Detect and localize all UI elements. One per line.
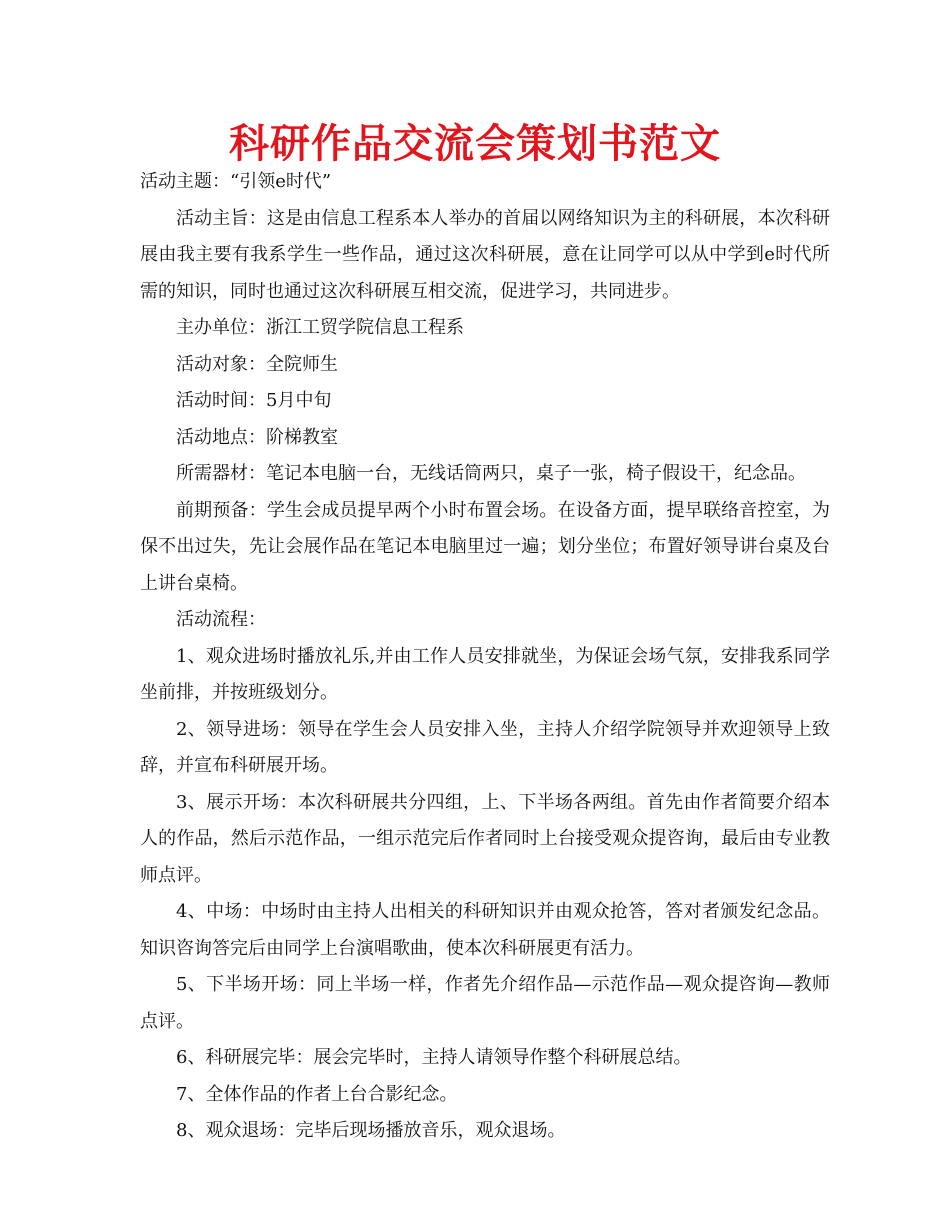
process-step-4: 4、中场：中场时由主持人出相关的科研知识并由观众抢答，答对者颁发纪念品。知识咨询答完后由同学上台演唱歌曲，使本次科研展更有活力。 <box>140 901 830 959</box>
paragraph-location: 活动地点：阶梯教室 <box>176 426 338 448</box>
process-step-2: 2、领导进场：领导在学生会人员安排入坐，主持人介绍学院领导并欢迎领导上致辞，并宣布科研展开场。 <box>140 718 830 776</box>
paragraph-equipment: 所需器材：笔记本电脑一台，无线话筒两只，桌子一张，椅子假设干，纪念品。 <box>176 463 806 484</box>
process-step-7: 7、全体作品的作者上台合影纪念。 <box>176 1083 458 1105</box>
paragraph-preparation: 前期预备：学生会成员提早两个小时布置会场。在设备方面，提早联络音控室，为保不出过失，先让会展作品在笔记本电脑里过一遍；划分坐位；布置好领导讲台桌及台上讲台桌椅。 <box>140 499 830 594</box>
paragraph-process-heading: 活动流程： <box>176 609 266 630</box>
process-step-6: 6、科研展完毕：展会完毕时，主持人请领导作整个科研展总结。 <box>176 1047 692 1068</box>
paragraph-organizer: 主办单位：浙江工贸学院信息工程系 <box>176 317 464 338</box>
process-step-3: 3、展示开场：本次科研展共分四组，上、下半场各两组。首先由作者简要介绍本人的作品，然后示范作品，一组示范完后作者同时上台接受观众提咨询，最后由专业教师点评。 <box>140 791 830 886</box>
paragraph-audience: 活动对象：全院师生 <box>176 353 338 375</box>
process-step-1: 1、观众进场时播放礼乐,并由工作人员安排就坐，为保证会场气氛，安排我系同学坐前排，并按班级划分。 <box>140 645 830 703</box>
paragraph-purpose: 活动主旨：这是由信息工程系本人举办的首届以网络知识为主的科研展，本次科研展由我主要有我系学生一些作品，通过这次科研展，意在让同学可以从中学到e时代所需的知识，同时也通过这次科研展互相交流，促进学习，共同进步。 <box>140 207 830 302</box>
process-step-5: 5、下半场开场：同上半场一样，作者先介绍作品—示范作品—观众提咨询—教师点评。 <box>140 974 830 1032</box>
process-step-8: 8、观众退场：完毕后现场播放音乐，观众退场。 <box>176 1120 566 1141</box>
document-title: 科研作品交流会策划书范文 <box>229 121 721 167</box>
theme-line: 活动主题：“引领e时代” <box>140 171 332 192</box>
paragraph-time: 活动时间：5月中旬 <box>176 390 332 411</box>
document-body <box>140 164 830 1150</box>
